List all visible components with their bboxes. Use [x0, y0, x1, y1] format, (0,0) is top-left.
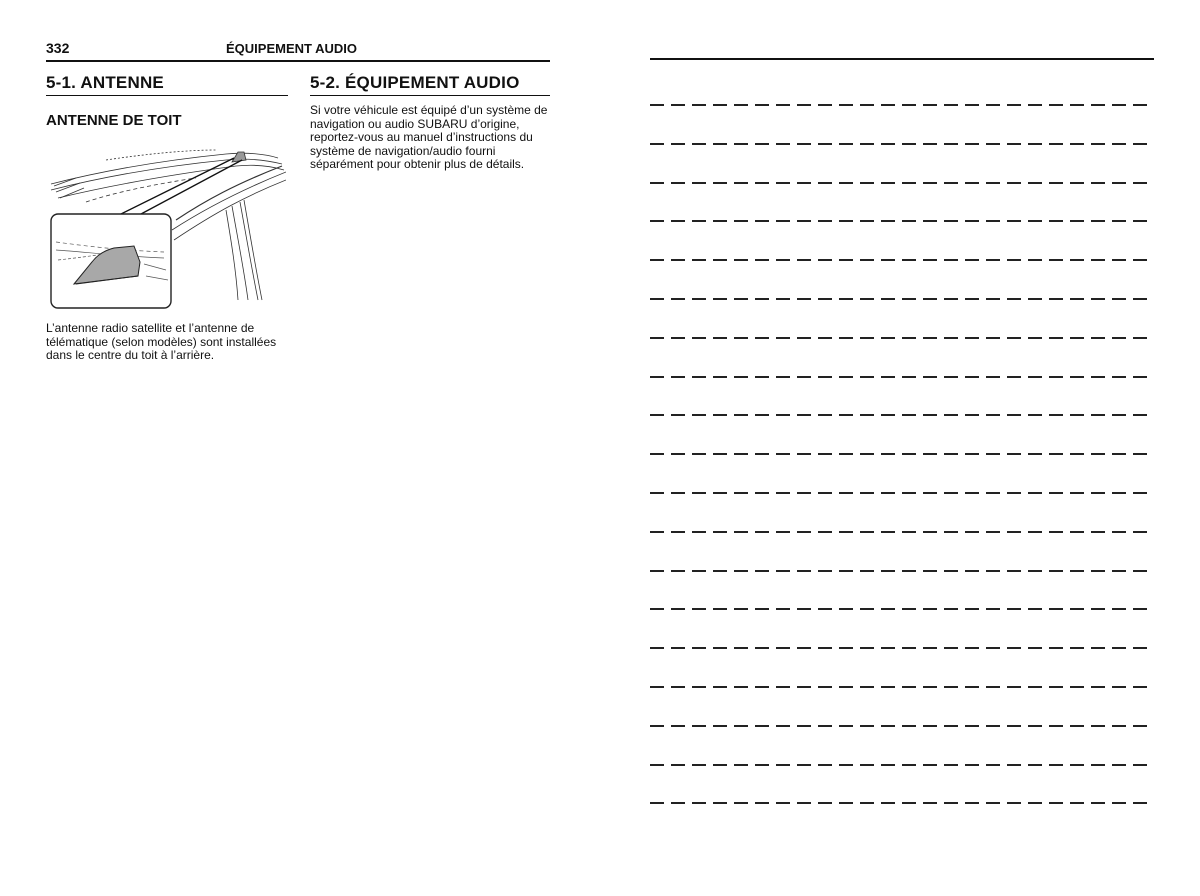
- notes-top-rule: [650, 58, 1154, 60]
- note-line: [650, 608, 1154, 610]
- roof-antenna-illustration: [46, 140, 286, 310]
- note-line: [650, 531, 1154, 533]
- note-line: [650, 802, 1154, 804]
- antenna-caption-block: [46, 322, 288, 363]
- note-line: [650, 104, 1154, 106]
- note-line: [650, 725, 1154, 727]
- note-line: [650, 686, 1154, 688]
- note-line: [650, 453, 1154, 455]
- antenna-caption: L’antenne radio satellite et l’antenne de télématique (selon modèles) sont installées dans le centre du toit à l’arrière.: [46, 321, 277, 363]
- note-line: [650, 492, 1154, 494]
- subtitle-roof-antenna: ANTENNE DE TOIT: [46, 112, 182, 129]
- audio-body-text: Si votre véhicule est équipé d’un système de navigation ou audio SUBARU d’origine, reportez-vous au manuel d’instructions du système de navigation/audio fourni séparément pour obtenir plus de détails.: [310, 103, 548, 172]
- note-line: [650, 143, 1154, 145]
- section-title-audio: 5-2. ÉQUIPEMENT AUDIO: [310, 73, 550, 96]
- note-line: [650, 182, 1154, 184]
- antenna-section: [46, 73, 288, 129]
- note-line: [650, 337, 1154, 339]
- note-line: [650, 298, 1154, 300]
- note-line: [650, 259, 1154, 261]
- note-line: [650, 414, 1154, 416]
- note-line: [650, 647, 1154, 649]
- running-title: ÉQUIPEMENT AUDIO: [226, 41, 357, 56]
- section-title-antenna: 5-1. ANTENNE: [46, 73, 288, 96]
- page-number: 332: [46, 40, 70, 56]
- note-line: [650, 570, 1154, 572]
- audio-section: [310, 73, 550, 172]
- note-line: [650, 764, 1154, 766]
- note-line: [650, 220, 1154, 222]
- notes-page: [600, 0, 1200, 896]
- note-line: [650, 376, 1154, 378]
- page-header: [46, 40, 550, 62]
